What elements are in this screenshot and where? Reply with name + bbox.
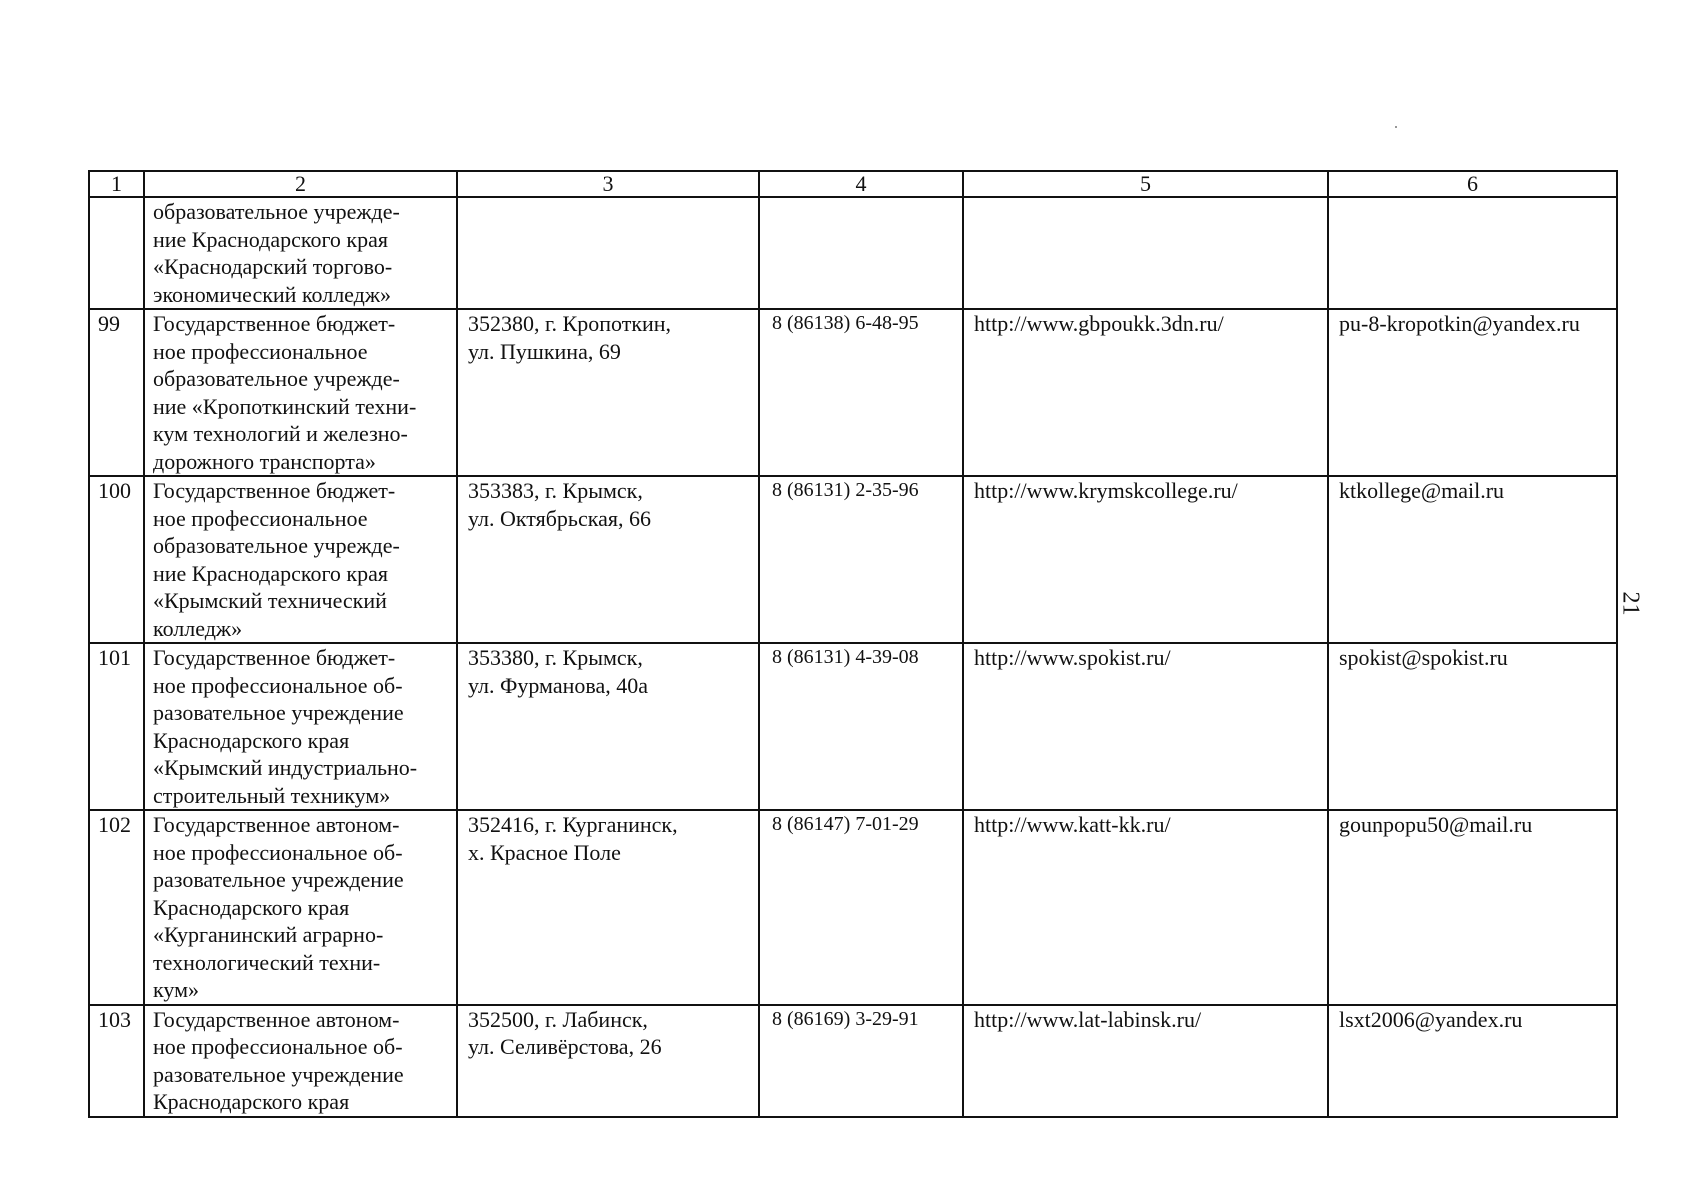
page-number: 21 <box>1617 591 1644 616</box>
cell-email: lsxt2006@yandex.ru <box>1328 1005 1617 1117</box>
cell-website <box>963 197 1328 309</box>
table-row <box>89 643 1617 810</box>
table-row-continuation <box>89 197 1617 309</box>
cell-phone: 8 (86131) 2-35-96 <box>759 476 963 643</box>
column-number-6: 6 <box>1328 171 1617 197</box>
cell-website: http://www.krymskcollege.ru/ <box>963 476 1328 643</box>
cell-number: 102 <box>89 810 144 1005</box>
cell-institution-name: Государственное бюджет- ное профессиональное образовательное учрежде- ние Краснодарского края «Крымский технический колледж» <box>144 476 457 643</box>
column-number-1: 1 <box>89 171 144 197</box>
table-row <box>89 1005 1617 1117</box>
scan-speck <box>1395 126 1397 128</box>
column-number-4: 4 <box>759 171 963 197</box>
table-row <box>89 309 1617 476</box>
table-row <box>89 476 1617 643</box>
cell-address: 353383, г. Крымск, ул. Октябрьская, 66 <box>457 476 759 643</box>
column-number-2: 2 <box>144 171 457 197</box>
cell-phone: 8 (86131) 4-39-08 <box>759 643 963 810</box>
cell-website: http://www.katt-kk.ru/ <box>963 810 1328 1005</box>
cell-website: http://www.gbpoukk.3dn.ru/ <box>963 309 1328 476</box>
institutions-table-wrapper <box>88 170 1616 1118</box>
cell-number: 99 <box>89 309 144 476</box>
cell-number <box>89 197 144 309</box>
cell-website: http://www.spokist.ru/ <box>963 643 1328 810</box>
cell-address <box>457 197 759 309</box>
cell-email: pu-8-kropotkin@yandex.ru <box>1328 309 1617 476</box>
cell-number: 103 <box>89 1005 144 1117</box>
cell-phone <box>759 197 963 309</box>
cell-phone: 8 (86147) 7-01-29 <box>759 810 963 1005</box>
institutions-table <box>88 170 1618 1118</box>
cell-institution-name: Государственное бюджет- ное профессиональное об- разовательное учреждение Краснодарского края «Крымский индустриально- строительный техникум» <box>144 643 457 810</box>
column-number-row <box>89 171 1617 197</box>
cell-phone: 8 (86169) 3-29-91 <box>759 1005 963 1117</box>
cell-address: 352500, г. Лабинск, ул. Селивёрстова, 26 <box>457 1005 759 1117</box>
cell-address: 352380, г. Кропоткин, ул. Пушкина, 69 <box>457 309 759 476</box>
cell-address: 353380, г. Крымск, ул. Фурманова, 40а <box>457 643 759 810</box>
cell-number: 100 <box>89 476 144 643</box>
cell-email <box>1328 197 1617 309</box>
cell-phone: 8 (86138) 6-48-95 <box>759 309 963 476</box>
column-number-5: 5 <box>963 171 1328 197</box>
cell-institution-name: образовательное учрежде- ние Краснодарского края «Краснодарский торгово- экономический колледж» <box>144 197 457 309</box>
cell-institution-name: Государственное автоном- ное профессиональное об- разовательное учреждение Краснодарского края <box>144 1005 457 1117</box>
cell-institution-name: Государственное бюджет- ное профессиональное образовательное учрежде- ние «Кропоткинский техни- кум технологий и железно- дорожного транспорта» <box>144 309 457 476</box>
cell-address: 352416, г. Курганинск, х. Красное Поле <box>457 810 759 1005</box>
cell-email: ktkollege@mail.ru <box>1328 476 1617 643</box>
cell-email: spokist@spokist.ru <box>1328 643 1617 810</box>
table-row <box>89 810 1617 1005</box>
cell-website: http://www.lat-labinsk.ru/ <box>963 1005 1328 1117</box>
cell-institution-name: Государственное автоном- ное профессиональное об- разовательное учреждение Краснодарского края «Курганинский аграрно- технологический техни- кум» <box>144 810 457 1005</box>
cell-number: 101 <box>89 643 144 810</box>
column-number-3: 3 <box>457 171 759 197</box>
cell-email: gounpopu50@mail.ru <box>1328 810 1617 1005</box>
